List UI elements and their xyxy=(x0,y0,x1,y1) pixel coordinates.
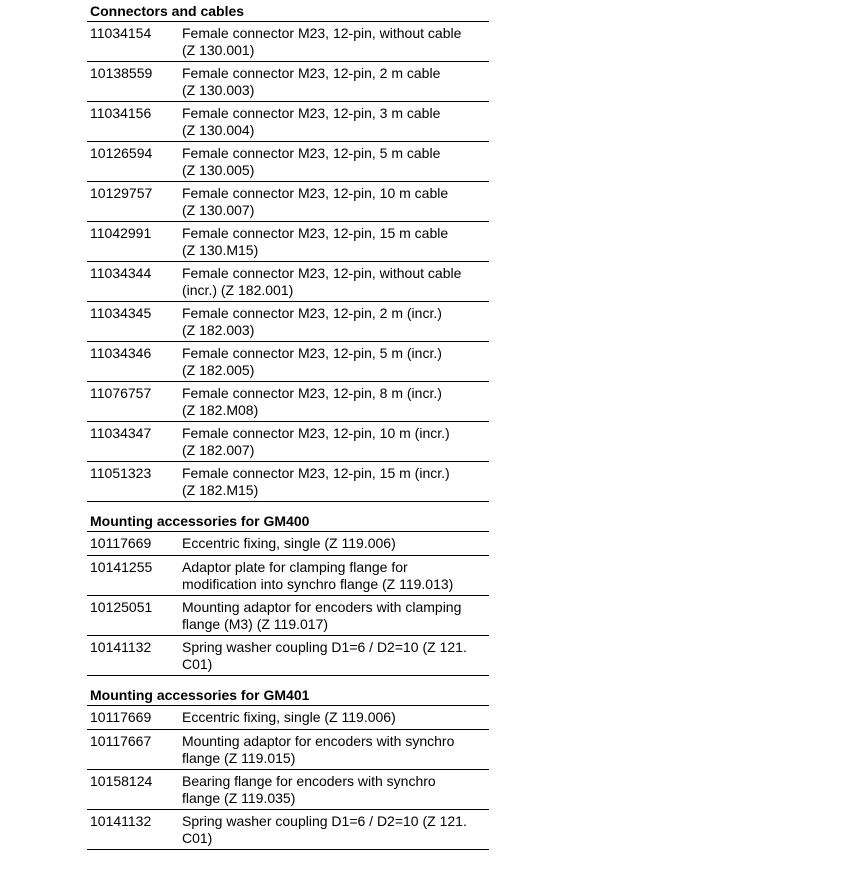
table-row xyxy=(87,730,489,770)
part-description: Spring washer coupling D1=6 / D2=10 (Z 121. C01) xyxy=(182,813,467,846)
table-row xyxy=(87,810,489,850)
part-number: 10158124 xyxy=(90,773,153,789)
part-description: Eccentric fixing, single (Z 119.006) xyxy=(182,535,396,551)
part-number: 10129757 xyxy=(90,185,153,201)
part-number: 10117669 xyxy=(90,535,152,551)
part-number: 10125051 xyxy=(90,599,153,615)
part-description: Female connector M23, 12-pin, 5 m cable (Z 130.005) xyxy=(182,145,441,178)
part-description: Bearing flange for encoders with synchro flange (Z 119.035) xyxy=(182,773,436,806)
part-description: Female connector M23, 12-pin, 3 m cable (Z 130.004) xyxy=(182,105,441,138)
part-number: 11051323 xyxy=(90,465,152,481)
part-description: Mounting adaptor for encoders with clamping flange (M3) (Z 119.017) xyxy=(182,599,462,632)
part-description: Female connector M23, 12-pin, 5 m (incr.) (Z 182.005) xyxy=(182,345,442,378)
part-description: Female connector M23, 12-pin, 2 m cable (Z 130.003) xyxy=(182,65,441,98)
part-number: 11034156 xyxy=(90,105,152,121)
part-number: 11034346 xyxy=(90,345,152,361)
table-section xyxy=(87,684,489,850)
table-row xyxy=(87,22,489,62)
part-description: Female connector M23, 12-pin, 10 m cable (Z 130.007) xyxy=(182,185,449,218)
table-section xyxy=(87,0,489,502)
table-section xyxy=(87,510,489,676)
part-number: 10117669 xyxy=(90,709,152,725)
section-title: Mounting accessories for GM400 xyxy=(87,510,489,532)
table-row xyxy=(87,262,489,302)
part-description: Female connector M23, 12-pin, 15 m (incr.) (Z 182.M15) xyxy=(182,465,450,498)
part-number: 10141255 xyxy=(90,559,153,575)
part-number: 10117667 xyxy=(90,733,152,749)
part-description: Adaptor plate for clamping flange for modification into synchro flange (Z 119.013) xyxy=(182,559,454,592)
table-row xyxy=(87,182,489,222)
table-row xyxy=(87,142,489,182)
table-row xyxy=(87,706,489,730)
table-row xyxy=(87,342,489,382)
part-number: 10141132 xyxy=(90,639,152,655)
table-row xyxy=(87,422,489,462)
table-row xyxy=(87,222,489,262)
part-number: 10141132 xyxy=(90,813,152,829)
part-number: 11034154 xyxy=(90,25,152,41)
table-row xyxy=(87,596,489,636)
part-description: Female connector M23, 12-pin, 15 m cable (Z 130.M15) xyxy=(182,225,449,258)
part-description: Female connector M23, 12-pin, without cable (incr.) (Z 182.001) xyxy=(182,265,462,298)
part-number: 11076757 xyxy=(90,385,152,401)
part-number: 11034344 xyxy=(90,265,152,281)
accessories-table xyxy=(87,0,489,850)
table-row xyxy=(87,636,489,676)
table-row xyxy=(87,302,489,342)
part-description: Mounting adaptor for encoders with synchro flange (Z 119.015) xyxy=(182,733,455,766)
section-title: Connectors and cables xyxy=(87,0,489,22)
part-description: Eccentric fixing, single (Z 119.006) xyxy=(182,709,396,725)
table-row xyxy=(87,462,489,502)
part-description: Female connector M23, 12-pin, 8 m (incr.) (Z 182.M08) xyxy=(182,385,442,418)
part-description: Female connector M23, 12-pin, without cable (Z 130.001) xyxy=(182,25,462,58)
table-row xyxy=(87,102,489,142)
part-number: 10126594 xyxy=(90,145,153,161)
part-number: 11042991 xyxy=(90,225,152,241)
part-description: Female connector M23, 12-pin, 2 m (incr.) (Z 182.003) xyxy=(182,305,442,338)
table-row xyxy=(87,62,489,102)
table-row xyxy=(87,382,489,422)
section-title: Mounting accessories for GM401 xyxy=(87,684,489,706)
part-description: Female connector M23, 12-pin, 10 m (incr.) (Z 182.007) xyxy=(182,425,450,458)
table-row xyxy=(87,556,489,596)
part-number: 11034345 xyxy=(90,305,152,321)
table-row xyxy=(87,770,489,810)
part-description: Spring washer coupling D1=6 / D2=10 (Z 121. C01) xyxy=(182,639,467,672)
part-number: 11034347 xyxy=(90,425,152,441)
part-number: 10138559 xyxy=(90,65,153,81)
table-row xyxy=(87,532,489,556)
